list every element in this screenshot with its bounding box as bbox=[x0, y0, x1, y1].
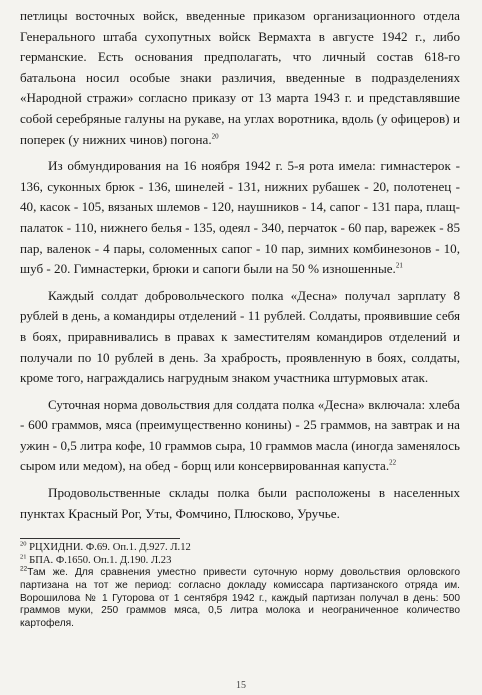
footnote-ref-20: 20 bbox=[211, 132, 219, 141]
paragraph-1: петлицы восточных войск, введенные приказом организационного отдела Генерального штаба сухопутных войск Вермахта в августе 1942 г., либо германские. Есть основания предполагать, что личный состав 618-го батальона носил особые знаки различия, введенные в подразделениях «Народной стражи» согласно приказу от 13 марта 1943 г. и представлявшие собой серебряные галуны на рукаве, на углах воротника, вдоль (у офицеров) и поперек (у нижних чинов) погона.$^{20}$ bbox=[20, 8, 460, 147]
footnote-21: $^{21}$ БПА. Ф.1650. Оп.1. Д.190. Л.23 bbox=[20, 553, 172, 566]
paragraph-2: Из обмундирования на 16 ноября 1942 г. 5-я рота имела: гимнастерок - 136, суконных брюк - 136, шинелей - 131, нижних рубашек - 20, полотенец - 40, касок - 105, вязаных шлемов - 120, наушников - 14, сапог - 131 пара, плащ-палаток - 110, нижнего белья - 135, одеял - 340, перчаток - 60 пар, варежек - 85 пар, валенок - 4 пары, соломенных сапог - 10 пар, зимних комбинезонов - 10, шуб - 20. Гимнастерки, брюки и сапоги были на 50 % изношенные.$^{21}$ bbox=[20, 158, 460, 277]
footnote-ref-22: 22 bbox=[389, 459, 397, 468]
paragraph-5: Продовольственные склады полка были расположены в населенных пунктах Красный Рог, Уты, Фомчино, Плюсково, Уручье. bbox=[20, 485, 460, 521]
footnotes bbox=[20, 542, 460, 630]
paragraph-4: Суточная норма довольствия для солдата полка «Десна» включала: хлеба - 600 граммов, мяса (преимущественно конины) - 25 граммов, на завтрак и на ужин - 0,5 литра кофе, 10 граммов сыра, 10 граммов масла (иногда заменялось сыром или медом), на обед - борщ или консервированная капуста.$^{22}$ bbox=[20, 396, 460, 474]
footnote-20: $^{20}$ РЦХИДНИ. Ф.69. Оп.1. Д.927. Л.12 bbox=[20, 540, 191, 554]
footnote-22: $^{22}$Там же. Для сравнения уместно привести суточную норму довольствия орловского партизана на тот же период: согласно докладу комиссара партизанского отряда им. Ворошилова № 1 Гуторова от 1 сентября 1942 г., каждый партизан получал в день: 500 граммов муки, 250 граммов мяса, 0,5 литра молока и неограниченное количество картофеля. bbox=[20, 566, 460, 629]
page-number: 15 bbox=[236, 680, 246, 691]
body-text bbox=[20, 6, 460, 524]
footnote-divider bbox=[20, 538, 180, 539]
footnote-ref-21: 21 bbox=[395, 261, 403, 270]
paragraph-3: Каждый солдат добровольческого полка «Десна» получал зарплату 8 рублей в день, а командиры отделений - 11 рублей. Солдаты, проявившие себя в боях, приравнивались в правах к заместителям командиров отделений и получали по 10 рублей в день. За храбрость, проявленную в боях, солдаты, кроме того, награждались нагрудным знаком участника штурмовых атак. bbox=[20, 287, 460, 386]
